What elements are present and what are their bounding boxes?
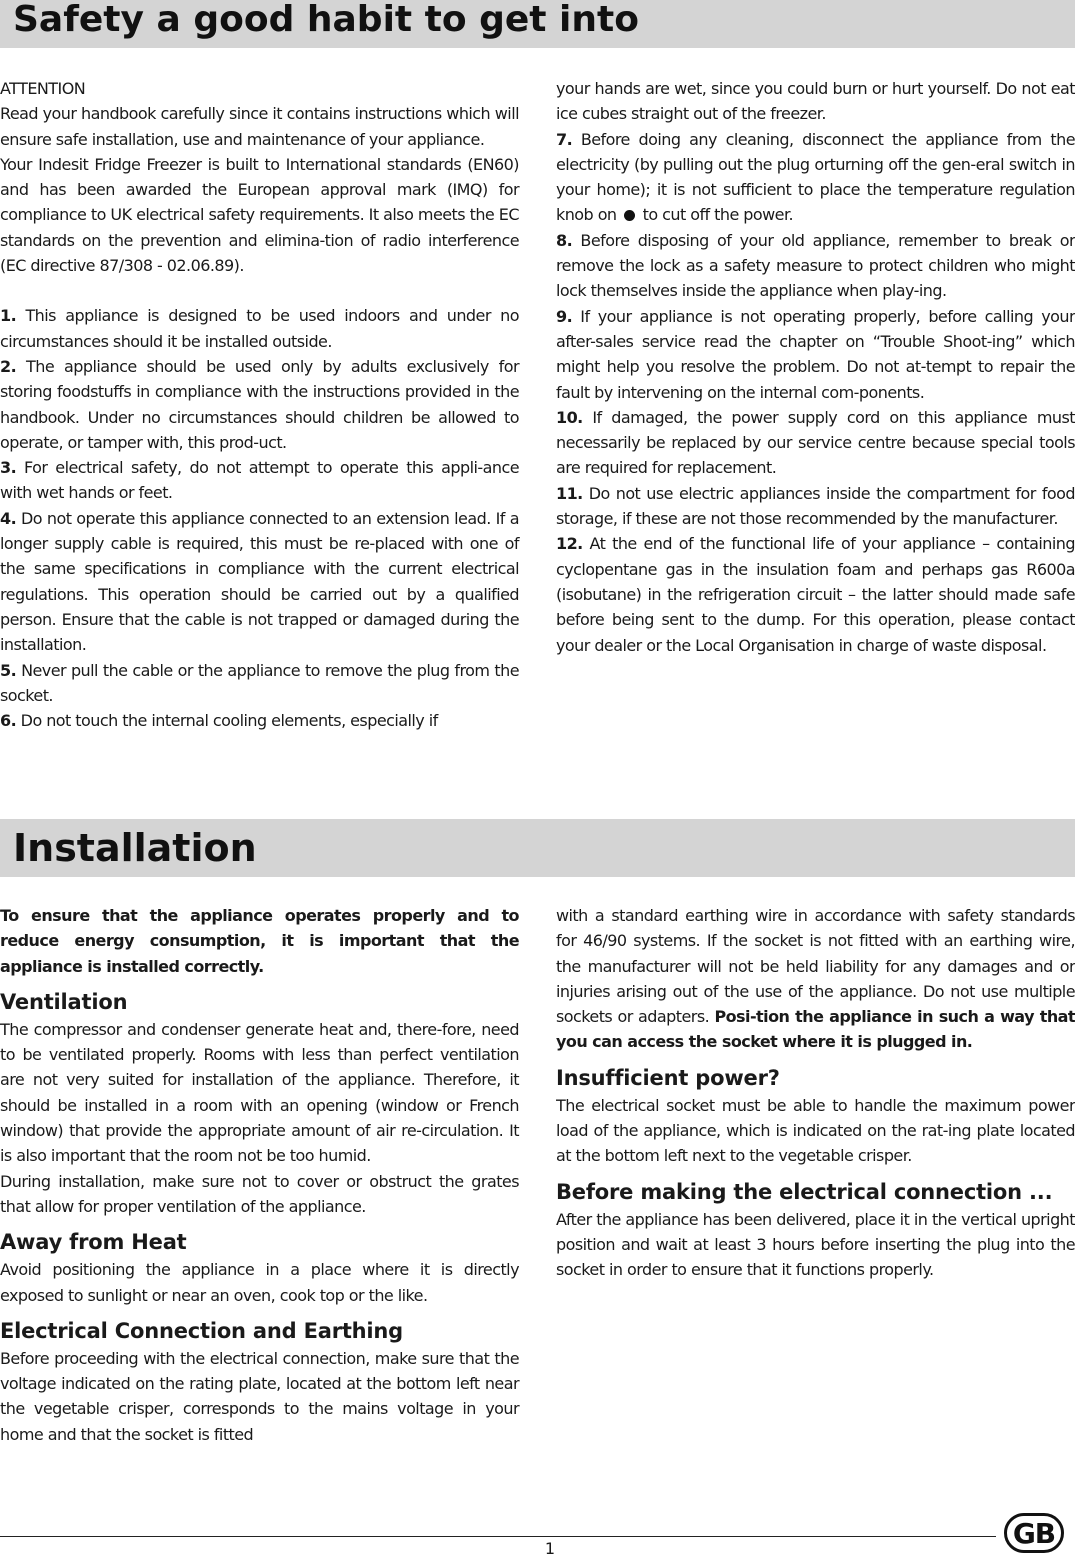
away-from-heat-heading: Away from Heat [0,1230,187,1255]
safety-section-title: Safety a good habit to get into [0,0,1075,48]
safety-item-12: 12. At the end of the functional life of your appliance – containing cyclopentane gas in the insulation foam and perhaps gas R600a (isobutane) in the refrigeration circuit – the latter should made safe before being sent to the dump. For this operation, please contact your dealer or the Local Organisation in charge of waste disposal. [556,534,1075,655]
ventilation-text-2: During installation, make sure not to cover or obstruct the grates that allow for proper ventilation of the appliance. [0,1171,519,1216]
insufficient-power-text: The electrical socket must be able to handle the maximum power load of the appliance, which is indicated on the rat-ing plate located at the bottom left next to the vegetable crisper. [556,1095,1075,1166]
electrical-connection-text-continued: with a standard earthing wire in accordance with safety standards for 46/90 systems. If the socket is not fitted with an earthing wire, the manufacturer will not be held liability for any damages and or injuries arising out of the use of the appliance. Do not use multiple sockets or adapters. Posi-tion the appliance in such a way that you can access the socket where it is plugged in. [556,906,1075,1052]
safety-item-2: 2. The appliance should be used only by adults exclusively for storing foodstuffs in compliance with the instructions provided in the handbook. Under no circumstances should children be allowed to operate, or tamper with, this prod-uct. [0,356,519,452]
electrical-connection-text: Before proceeding with the electrical connection, make sure that the voltage indicated on the rating plate, located at the bottom left near the vegetable crisper, corresponds to the mains voltage in your home and that the socket is fitted [0,1348,519,1444]
installation-left-column [0,903,519,1447]
safety-right-column [556,76,1075,658]
installation-intro: To ensure that the appliance operates properly and to reduce energy consumption, it is important that the appliance is installed correctly. [0,906,519,976]
safety-intro-2: Your Indesit Fridge Freezer is built to International standards (EN60) and has been awarded the European approval mark (IMQ) for compliance to UK electrical safety requirements. It also meets the EC standards on the prevention and elimina-tion of radio interference (EC directive 87/308 - 02.06.89). [0,154,519,276]
before-connection-heading: Before making the electrical connection ... [556,1179,1053,1204]
footer-rule [0,1536,996,1537]
installation-right-column [556,903,1075,1503]
before-connection-text: After the appliance has been delivered, place it in the vertical upright position and wait at least 3 hours before inserting the plug into the socket in order to ensure that it functions properly. [556,1209,1075,1280]
safety-item-8: 8. Before disposing of your old appliance, remember to break or remove the lock as a safety measure to protect children who might lock themselves inside the appliance when play-ing. [556,230,1075,301]
safety-item-9: 9. If your appliance is not operating properly, before calling your after-sales service read the chapter on “Trouble Shoot-ing” which might help you resolve the problem. Do not at-tempt to repair the fault by intervening on the internal com-ponents. [556,306,1075,402]
insufficient-power-heading: Insufficient power? [556,1065,780,1090]
safety-item-1: 1. This appliance is designed to be used indoors and under no circumstances should it be installed outside. [0,306,519,351]
ventilation-text-1: The compressor and condenser generate heat and, there-fore, need to be ventilated properly. Rooms with less than perfect ventilation are not very suited for installation of the appliance. Therefore, it should be installed in a room with an opening (window or French window) that provide the appropriate amount of air re-circulation. It is also important that the room not be too humid. [0,1019,519,1166]
safety-item-6-continued: your hands are wet, since you could burn or hurt yourself. Do not eat ice cubes straight out of the freezer. [556,79,1075,124]
safety-item-11: 11. Do not use electric appliances inside the compartment for food storage, if these are not those recommended by the manufacturer. [556,483,1075,529]
safety-item-4: 4. Do not operate this appliance connected to an extension lead. If a longer supply cable is required, this must be re-placed with one of the same specifications in compliance with the current electrical regulations. This operation should be carried out by a qualified person. Ensure that the cable is not trapped or damaged during the installation. [0,508,519,655]
safety-left-column [0,76,519,733]
knob-off-dot-icon [624,210,635,221]
safety-intro-1: Read your handbook carefully since it contains instructions which will ensure safe installation, use and maintenance of your appliance. [0,104,519,149]
away-from-heat-text: Avoid positioning the appliance in a place where it is directly exposed to sunlight or near an oven, cook top or the like. [0,1260,519,1305]
electrical-connection-heading: Electrical Connection and Earthing [0,1318,404,1343]
installation-section-title: Installation [0,819,1075,877]
page-number: 1 [544,1539,556,1558]
ventilation-heading: Ventilation [0,989,128,1014]
safety-item-3: 3. For electrical safety, do not attempt to operate this appli-ance with wet hands or feet. [0,458,519,503]
safety-item-6: 6. Do not touch the internal cooling elements, especially if [0,711,438,731]
safety-item-5: 5. Never pull the cable or the appliance to remove the plug from the socket. [0,660,519,705]
country-badge: GB [1004,1513,1064,1553]
safety-item-7: 7. Before doing any cleaning, disconnect the appliance from the electricity (by pulling out the plug orturning off the gen-eral switch in your home); it is not sufficient to place the temperature regulation knob on to cut off the power. [556,129,1075,225]
attention-label: ATTENTION [0,79,86,98]
safety-item-10: 10. If damaged, the power supply cord on this appliance must necessarily be replaced by our service centre because special tools are required for replacement. [556,407,1075,478]
